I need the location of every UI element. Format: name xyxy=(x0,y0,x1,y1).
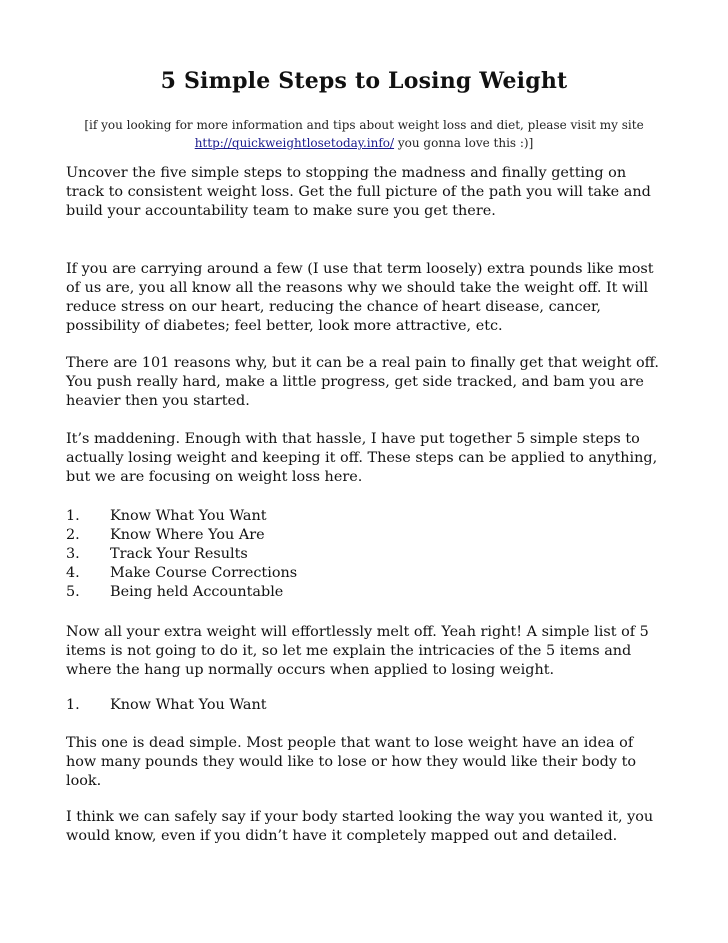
paragraph-dead-simple: This one is dead simple. Most people that want to lose weight have an idea of how many pounds they would like to lose or how they would like their body to look. xyxy=(66,735,637,789)
list-item-text: Track Your Results xyxy=(110,546,248,562)
paragraph-maddening: It’s maddening. Enough with that hassle, I have put together 5 simple steps to actually losing weight and keeping it off. These steps can be applied to anything, but we are focusing on weight loss here. xyxy=(66,431,658,485)
site-note xyxy=(40,116,688,152)
steps-list xyxy=(66,507,662,602)
list-item-number: 4. xyxy=(66,565,80,581)
list-item xyxy=(66,545,662,564)
section-heading-list xyxy=(66,696,662,715)
paragraph-safely-say: I think we can safely say if your body started looking the way you wanted it, you would know, even if you didn’t have it completely mapped out and detailed. xyxy=(66,809,654,844)
list-item-text: Know Where You Are xyxy=(110,527,265,543)
section-title: Know What You Want xyxy=(110,697,267,713)
list-item xyxy=(66,583,662,602)
site-link[interactable]: http://quickweightlosetoday.info/ xyxy=(194,136,395,150)
site-note-line2 xyxy=(40,134,688,152)
section-heading xyxy=(66,696,662,715)
list-item xyxy=(66,564,662,583)
list-item-text: Being held Accountable xyxy=(110,584,284,600)
section-number: 1. xyxy=(66,697,80,713)
list-item-number: 3. xyxy=(66,546,80,562)
list-item-number: 5. xyxy=(66,584,80,600)
list-item-number: 1. xyxy=(66,508,80,524)
list-item-text: Make Course Corrections xyxy=(110,565,298,581)
page-title: 5 Simple Steps to Losing Weight xyxy=(160,68,568,94)
site-note-line1: [if you looking for more information and tips about weight loss and diet, please visit my site xyxy=(84,118,644,132)
site-note-suffix: you gonna love this :)] xyxy=(394,136,534,150)
intro-paragraph: Uncover the five simple steps to stopping the madness and finally getting on track to consistent weight loss. Get the full picture of the path you will take and build your accountability team to make sure you get there. xyxy=(66,165,651,219)
list-item xyxy=(66,507,662,526)
paragraph-pain: There are 101 reasons why, but it can be a real pain to finally get that weight off. You push really hard, make a little progress, get side tracked, and bam you are heavier then you started. xyxy=(66,355,659,409)
list-item-number: 2. xyxy=(66,527,80,543)
paragraph-melt-off: Now all your extra weight will effortlessly melt off. Yeah right! A simple list of 5 items is not going to do it, so let me explain the intricacies of the 5 items and where the hang up normally occurs when applied to losing weight. xyxy=(66,624,649,678)
paragraph-reasons: If you are carrying around a few (I use that term loosely) extra pounds like most of us are, you all know all the reasons why we should take the weight off. It will reduce stress on our heart, reducing the chance of heart disease, cancer, possibility of diabetes; feel better, look more attractive, etc. xyxy=(66,261,654,334)
list-item-text: Know What You Want xyxy=(110,508,267,524)
list-item xyxy=(66,526,662,545)
